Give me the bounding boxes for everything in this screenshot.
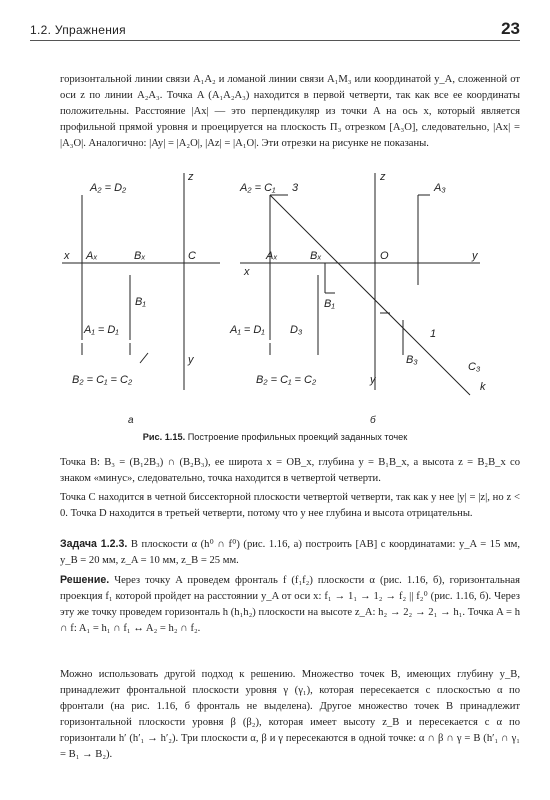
line-k xyxy=(270,195,470,395)
label-k-b: k xyxy=(480,381,486,393)
label-a1-d1-a: A₁ = D₁ xyxy=(84,324,119,336)
page-number: 23 xyxy=(501,19,520,38)
paragraph-3: Точка C находится в четной биссекторной плоскости четвертой четверти, так как у нее |y| = |z|, но z < 0. Точка D находится в третьей четверти, потому что у нее глубина и высота отрицательны. xyxy=(60,492,520,519)
section-title: 1.2. Упражнения xyxy=(30,23,126,37)
label-a3-b: A₃ xyxy=(434,182,446,194)
paragraph-4: Можно использовать другой подход к решению. Множество точек B, имеющих глубину y_B, принадлежит фронтальной плоскости уровня γ (γ₁), которая пересекается с плоскостью α по фронтали (на рис. 1.16, б фронталь не выделена). Другое множество точек B принадлежит горизонтальной плоскости уровня β (β₂), которая имеет высоту z_B и пересекается с α по горизонтали h′ (h′₁ → h′₂). Три плоскости α, β и γ пересекаются в одной точке: α ∩ β ∩ γ = B (h′₁ ∩ γ₁ = B₁ → B₂). xyxy=(60,669,520,760)
paragraph-1: горизонтальной линии связи A₁A₂ и ломаной линии связи A₁M₃ или координатой y_A, сложенной от оси z по линии A₂A₃. Точка A (A₁A₂A₃) находится в первой четверти, так как все ее координаты положительны. Расстояние |Ax| — это перпендикуляр из точки A на ось x, который является профильной прямой уровня и проецируется на плоскость П₃ отрезком [A₃O], следовательно, |Ax| = |A₃O|. Аналогично: |Ay| = |A₂O|, |Az| = |A₁O|. Эти отрезки на рисунке не показаны. xyxy=(60,74,520,149)
label-x-b: x xyxy=(244,266,250,278)
figure-drawing xyxy=(40,165,510,435)
label-c-a: C xyxy=(188,250,196,262)
label-b3-b: B₃ xyxy=(406,354,418,366)
label-3-b: 3 xyxy=(292,182,299,194)
label-b1-b: B₁ xyxy=(324,298,335,310)
task-text: В плоскости α (h⁰ ∩ f⁰) (рис. 1.16, а) построить [AB] с координатами: y_A = 15 мм, y_B = 20 мм, z_A = 10 мм, z_B = 25 мм. xyxy=(60,539,521,566)
solution-paragraph xyxy=(60,572,520,637)
label-b2-c-a: B₂ = C₁ = C₂ xyxy=(72,374,133,386)
label-x-a: x xyxy=(64,250,70,262)
label-ax-b: Aₓ xyxy=(266,250,278,262)
label-a2-d2: A₂ = D₂ xyxy=(90,182,127,194)
panel-label-b: б xyxy=(370,415,376,426)
label-y-a: y xyxy=(188,354,194,366)
label-a2-c1-b: A₂ = C₁ xyxy=(240,182,276,194)
task-label: Задача 1.2.3. xyxy=(60,538,128,550)
label-b2-c-b: B₂ = C₁ = C₂ xyxy=(256,374,317,386)
label-c3-b: C₃ xyxy=(468,361,481,373)
panel-label-a: а xyxy=(128,415,134,426)
task-paragraph xyxy=(60,536,520,569)
figure-caption xyxy=(0,432,550,442)
label-z-a: z xyxy=(188,171,194,183)
label-d3-b: D₃ xyxy=(290,324,303,336)
label-b1-a: B₁ xyxy=(135,296,146,308)
paragraph-2: Точка B: B₃ = (B₁2B₃) ∩ (B₂B₃), ее широта x = OB_x, глубина y = B₁B_x, а высота z = B₂B_x со знаком «минус», следовательно, точка находится в четвертой четверти. xyxy=(60,457,520,484)
label-y-bottom-b: y xyxy=(370,374,376,386)
running-header xyxy=(30,20,520,41)
figure-1-15 xyxy=(40,165,510,435)
caption-label: Рис. 1.15. xyxy=(142,432,186,442)
caption-text: Построение профильных проекций заданных точек xyxy=(185,432,408,442)
label-z-b: z xyxy=(380,171,386,183)
label-y-b: y xyxy=(472,250,478,262)
solution-label: Решение. xyxy=(60,574,110,586)
label-bx-a: Bₓ xyxy=(134,250,146,262)
label-a1-d1-b: A₁ = D₁ xyxy=(230,324,265,336)
label-o-b: O xyxy=(380,250,389,262)
label-1-b: 1 xyxy=(430,328,437,340)
label-bx-b: Bₓ xyxy=(310,250,322,262)
label-ax-a: Aₓ xyxy=(86,250,98,262)
solution-text: Через точку A проведем фронталь f (f₁f₂) плоскости α (рис. 1.16, б), горизонтальная проекция f₁ которой пройдет на расстоянии y_A от оси x: f₁ → 1₁ → 1₂ → f₂ || f₂⁰ (рис. 1.16, б). Через эту же точку проведем горизонталь h (h₁h₂) плоскости на высоте z_A: h₂ → 2₂ → 2₁ → h₁. Точка A = h ∩ f: A₁ = h₁ ∩ f₁ ↔ A₂ = h₂ ∩ f₂. xyxy=(60,575,520,634)
